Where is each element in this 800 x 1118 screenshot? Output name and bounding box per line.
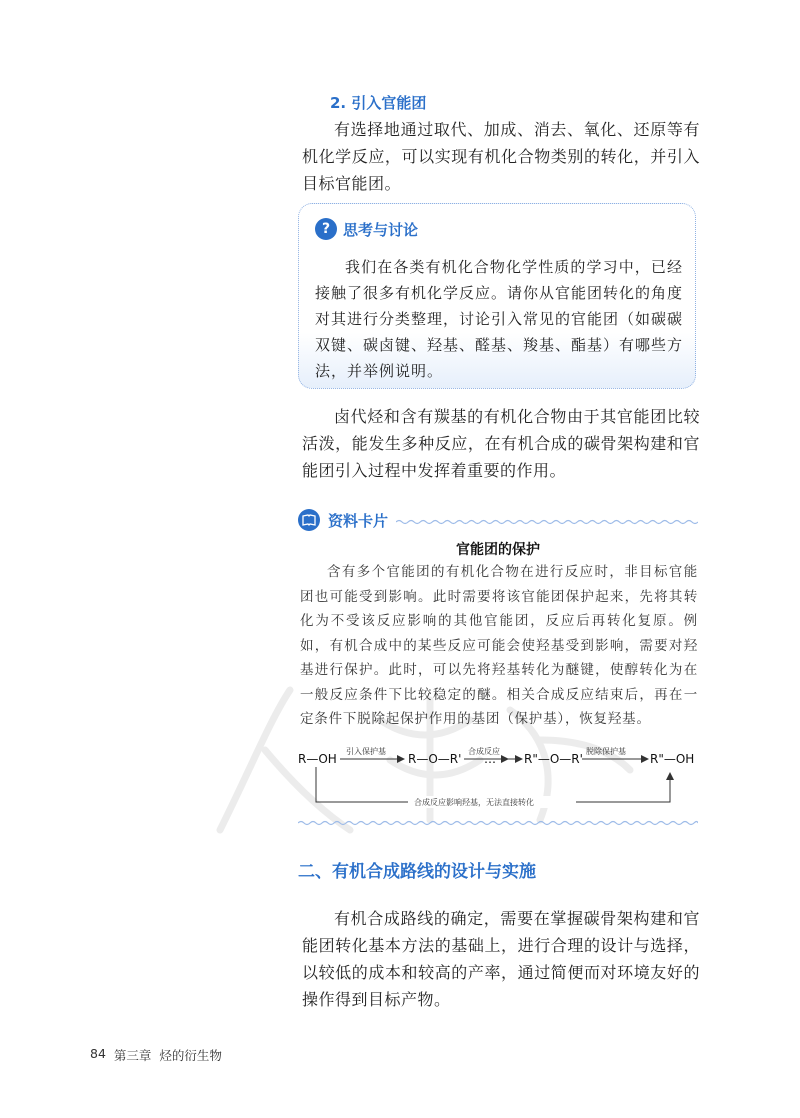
section-heading: 2. 引入官能团 [330,94,427,112]
info-card-title: 官能团的保护 [456,542,540,558]
scheme-bypass-label: 合成反应影响羟基，无法直接转化 [414,798,534,807]
chapter-heading: 二、有机合成路线的设计与实施 [298,862,536,882]
scheme-arrow-2-label: 合成反应 [468,747,500,756]
paragraph-intro: 有选择地通过取代、加成、消去、氧化、还原等有机化学反应，可以实现有机化合物类别的转化，并引入目标官能团。 [302,120,700,193]
info-card-header [298,508,698,532]
page-footer [90,1046,222,1064]
info-card-body: 含有多个官能团的有机化合物在进行反应时，非目标官能团也可能受到影响。此时需要将该官能团保护起来，先将其转化为不受该反应影响的其他官能团，反应后再转化复原。例如，有机合成中的某些反应可能会使羟基受到影响，需要对羟基进行保护。此时，可以先将羟基转化为醚键，使醇转化为在一般反应条件下比较稳定的醚。相关合成反应结束后，再在一定条件下脱除起保护作用的基团（保护基），恢复羟基。 [300,564,698,727]
paragraph-route: 有机合成路线的确定，需要在掌握碳骨架构建和官能团转化基本方法的基础上，进行合理的设计与选择，以较低的成本和较高的产率，通过简便而对环境友好的操作得到目标产物。 [302,909,700,1009]
question-icon: ? [315,218,337,240]
think-discuss-header [315,218,418,240]
scheme-product: R"—OH [650,752,695,766]
think-discuss-box [298,203,696,389]
wavy-divider-bottom [298,820,698,826]
page-number: 84 [90,1046,106,1061]
scheme-arrow-3-label: 脱除保护基 [586,747,626,756]
think-discuss-body: 我们在各类有机化合物化学性质的学习中，已经接触了很多有机化学反应。请你从官能团转化的角度对其进行分类整理，讨论引入常见的官能团（如碳碳双键、碳卤键、羟基、醛基、羧基、酯基）有哪些方法，并举例说明。 [315,258,684,380]
scheme-intermediate: R"—O—R' [524,752,583,766]
protection-scheme [296,745,700,817]
scheme-start: R—OH [298,752,337,766]
info-card-label: 资料卡片 [328,511,389,530]
footer-title: 烃的衍生物 [159,1048,222,1063]
wavy-divider [396,519,698,525]
book-icon [298,509,320,531]
footer-chapter: 第三章 [113,1048,152,1063]
scheme-protected: R—O—R' [408,752,462,766]
think-discuss-title: 思考与讨论 [343,220,419,239]
paragraph-halide: 卤代烃和含有羰基的有机化合物由于其官能团比较活泼，能发生多种反应，在有机合成的碳骨架构建和官能团引入过程中发挥着重要的作用。 [302,407,700,480]
scheme-dots: … [484,752,496,766]
scheme-arrow-1-label: 引入保护基 [346,747,386,756]
